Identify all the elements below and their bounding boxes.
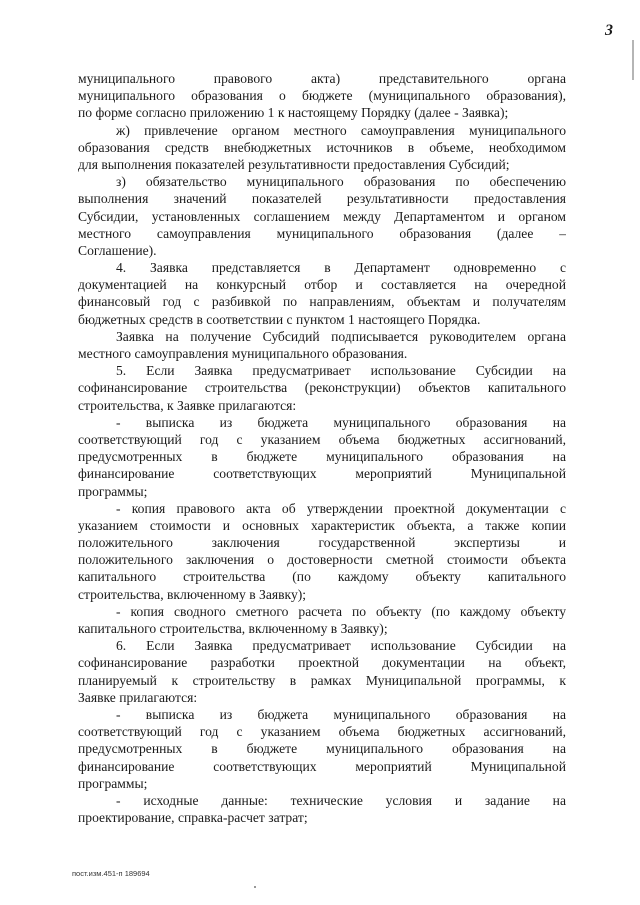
text-line: софинансирование разработки проектной документации на объект, <box>78 655 566 671</box>
text-line: капитального строительства (по каждому объекту капитального <box>78 569 566 585</box>
text-line: программы; <box>78 775 148 791</box>
text-line: 4. Заявка представляется в Департамент одновременно с <box>116 260 566 276</box>
text-line: соответствующий год с указанием объема бюджетных ассигнований, <box>78 724 566 740</box>
text-line: программы; <box>78 483 148 499</box>
page-number: 3 <box>605 22 613 39</box>
text-line: - выписка из бюджета муниципального образования на <box>116 414 566 430</box>
text-line: Заявка на получение Субсидий подписывается руководителем органа <box>116 328 566 344</box>
text-line: соответствующий год с указанием объема бюджетных ассигнований, <box>78 431 566 447</box>
text-line: Соглашение). <box>78 242 157 258</box>
text-line: местного самоуправления муниципального образования (далее – <box>78 225 566 241</box>
text-line: предусмотренных в бюджете муниципального образования на <box>78 741 566 757</box>
text-line: 6. Если Заявка предусматривает использование Субсидии на <box>116 638 566 654</box>
text-line: - копия сводного сметного расчета по объекту (по каждому объекту <box>116 603 566 619</box>
text-line: муниципального образования о бюджете (муниципального образования), <box>78 88 566 104</box>
text-line: строительства, к Заявке прилагаются: <box>78 397 297 413</box>
text-line: образования средств внебюджетных источников в объеме, необходимом <box>78 139 566 155</box>
text-line: бюджетных средств в соответствии с пунктом 1 настоящего Порядка. <box>78 311 481 327</box>
text-line: по форме согласно приложению 1 к настоящему Порядку (далее - Заявка); <box>78 105 509 121</box>
text-line: ж) привлечение органом местного самоуправления муниципального <box>116 122 566 138</box>
text-line: предусмотренных в бюджете муниципального образования на <box>78 449 566 465</box>
text-line: выполнения значений показателей результативности предоставления <box>78 191 566 207</box>
text-line: - исходные данные: технические условия и задание на <box>116 792 566 808</box>
text-line: Заявке прилагаются: <box>78 689 198 705</box>
document-body <box>78 70 566 826</box>
text-line: строительства, включенному в Заявку); <box>78 586 307 602</box>
text-line: Субсидии, установленных соглашением между Департаментом и органом <box>78 208 566 224</box>
text-line: - выписка из бюджета муниципального образования на <box>116 706 566 722</box>
text-line: для выполнения показателей результативности предоставления Субсидий; <box>78 156 510 172</box>
text-line: документацией на конкурсный отбор и составляется на очередной <box>78 277 566 293</box>
text-line: софинансирование строительства (реконструкции) объектов капитального <box>78 380 566 396</box>
text-line: з) обязательство муниципального образования по обеспечению <box>116 174 566 190</box>
text-line: местного самоуправления муниципального образования. <box>78 346 408 361</box>
text-line: положительного заключения государственной экспертизы и <box>78 535 566 551</box>
text-line: капитального строительства, включенному в Заявку); <box>78 621 388 636</box>
text-line: финансовый год с разбивкой по направлениям, объектам и получателям <box>78 294 566 310</box>
text-line: - копия правового акта об утверждении проектной документации с <box>116 500 566 516</box>
text-line: 5. Если Заявка предусматривает использование Субсидии на <box>116 363 566 379</box>
text-line: указанием стоимости и основных характеристик объекта, а также копии <box>78 517 566 533</box>
text-line: положительного заключения о достоверности сметной стоимости объекта <box>78 552 566 568</box>
text-line: планируемый к строительству в рамках Муниципальной программы, к <box>78 672 566 688</box>
text-line: финансирование соответствующих мероприятий Муниципальной <box>78 466 566 482</box>
scan-edge-mark <box>632 40 634 80</box>
text-line: финансирование соответствующих мероприятий Муниципальной <box>78 758 566 774</box>
scan-speck <box>254 886 256 888</box>
text-line: проектирование, справка-расчет затрат; <box>78 810 308 826</box>
text-line: муниципального правового акта) представительного органа <box>78 71 566 86</box>
document-footer: пост.изм.451-п 189694 <box>72 869 150 878</box>
